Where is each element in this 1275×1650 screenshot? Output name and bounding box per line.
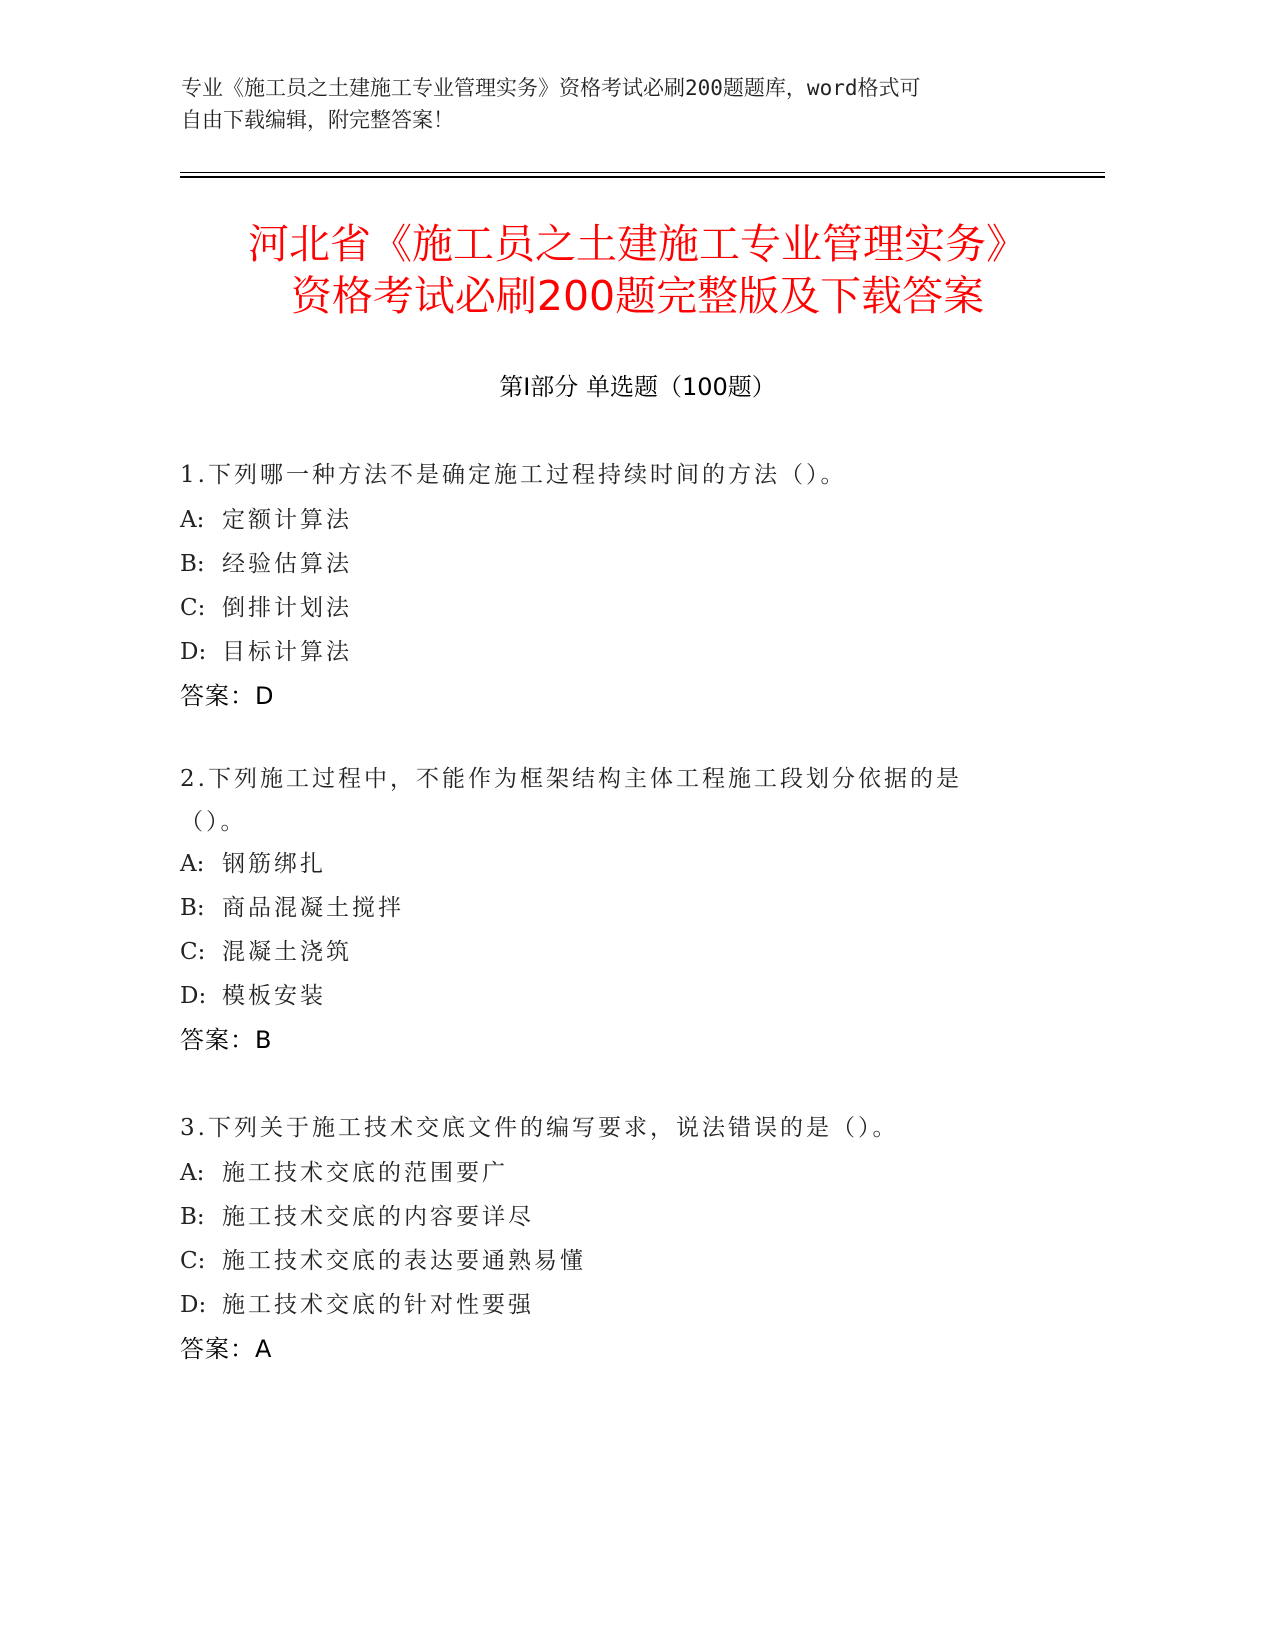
section-heading: 第Ⅰ部分 单选题（100题）: [499, 373, 776, 401]
option-letter: C:: [180, 1248, 206, 1274]
option-text: 钢筋绑扎: [222, 851, 326, 877]
document-title: [120, 218, 1155, 322]
question-stem: 3.下列关于施工技术交底文件的编写要求，说法错误的是（）。: [180, 1115, 899, 1141]
option-text: 倒排计划法: [222, 595, 352, 621]
option-a: [180, 498, 1080, 542]
option-text: 施工技术交底的范围要广: [222, 1160, 508, 1186]
question-stem-line-1: 2.下列施工过程中，不能作为框架结构主体工程施工段划分依据的是: [180, 766, 962, 792]
question-stem-line-2: （）。: [180, 809, 247, 835]
question-3: [180, 1105, 1080, 1371]
option-c: [180, 586, 1080, 630]
header-note-line-2: 自由下载编辑，附完整答案！: [181, 108, 454, 132]
option-d: [180, 630, 1080, 674]
option-letter: B:: [180, 1204, 205, 1230]
option-letter: D:: [180, 983, 207, 1009]
answer-line: 答案：B: [180, 1026, 273, 1054]
option-text: 施工技术交底的内容要详尽: [222, 1204, 534, 1230]
option-a: [180, 1151, 1080, 1195]
option-b: [180, 542, 1080, 586]
option-text: 目标计算法: [222, 639, 352, 665]
option-letter: C:: [180, 595, 206, 621]
option-letter: B:: [180, 551, 205, 577]
option-d: [180, 1283, 1080, 1327]
option-text: 定额计算法: [222, 507, 352, 533]
option-a: [180, 842, 1080, 886]
option-text: 混凝土浇筑: [222, 939, 352, 965]
option-letter: C:: [180, 939, 206, 965]
document-title-line-2: 资格考试必刷200题完整版及下载答案: [290, 272, 985, 320]
header-divider-thin: [180, 172, 1105, 173]
question-1: [180, 452, 1080, 718]
option-b: [180, 1195, 1080, 1239]
option-letter: A:: [180, 1160, 205, 1186]
option-c: [180, 1239, 1080, 1283]
header-note: [181, 72, 1061, 136]
option-text: 商品混凝土搅拌: [222, 895, 404, 921]
option-text: 施工技术交底的表达要通熟易懂: [222, 1248, 586, 1274]
option-letter: D:: [180, 639, 207, 665]
header-divider-thick: [180, 176, 1105, 178]
option-text: 经验估算法: [222, 551, 352, 577]
option-text: 模板安装: [222, 983, 326, 1009]
option-letter: A:: [180, 507, 205, 533]
question-2: [180, 756, 1080, 1062]
option-b: [180, 886, 1080, 930]
header-note-line-1: 专业《施工员之土建施工专业管理实务》资格考试必刷200题题库，word格式可: [181, 76, 921, 100]
option-text: 施工技术交底的针对性要强: [222, 1292, 534, 1318]
option-d: [180, 974, 1080, 1018]
option-letter: A:: [180, 851, 205, 877]
answer-line: 答案：A: [180, 1335, 273, 1363]
document-title-line-1: 河北省《施工员之土建施工专业管理实务》: [248, 220, 1027, 268]
answer-line: 答案：D: [180, 682, 275, 710]
option-c: [180, 930, 1080, 974]
option-letter: D:: [180, 1292, 207, 1318]
question-stem: 1.下列哪一种方法不是确定施工过程持续时间的方法（）。: [180, 462, 847, 488]
option-letter: B:: [180, 895, 205, 921]
